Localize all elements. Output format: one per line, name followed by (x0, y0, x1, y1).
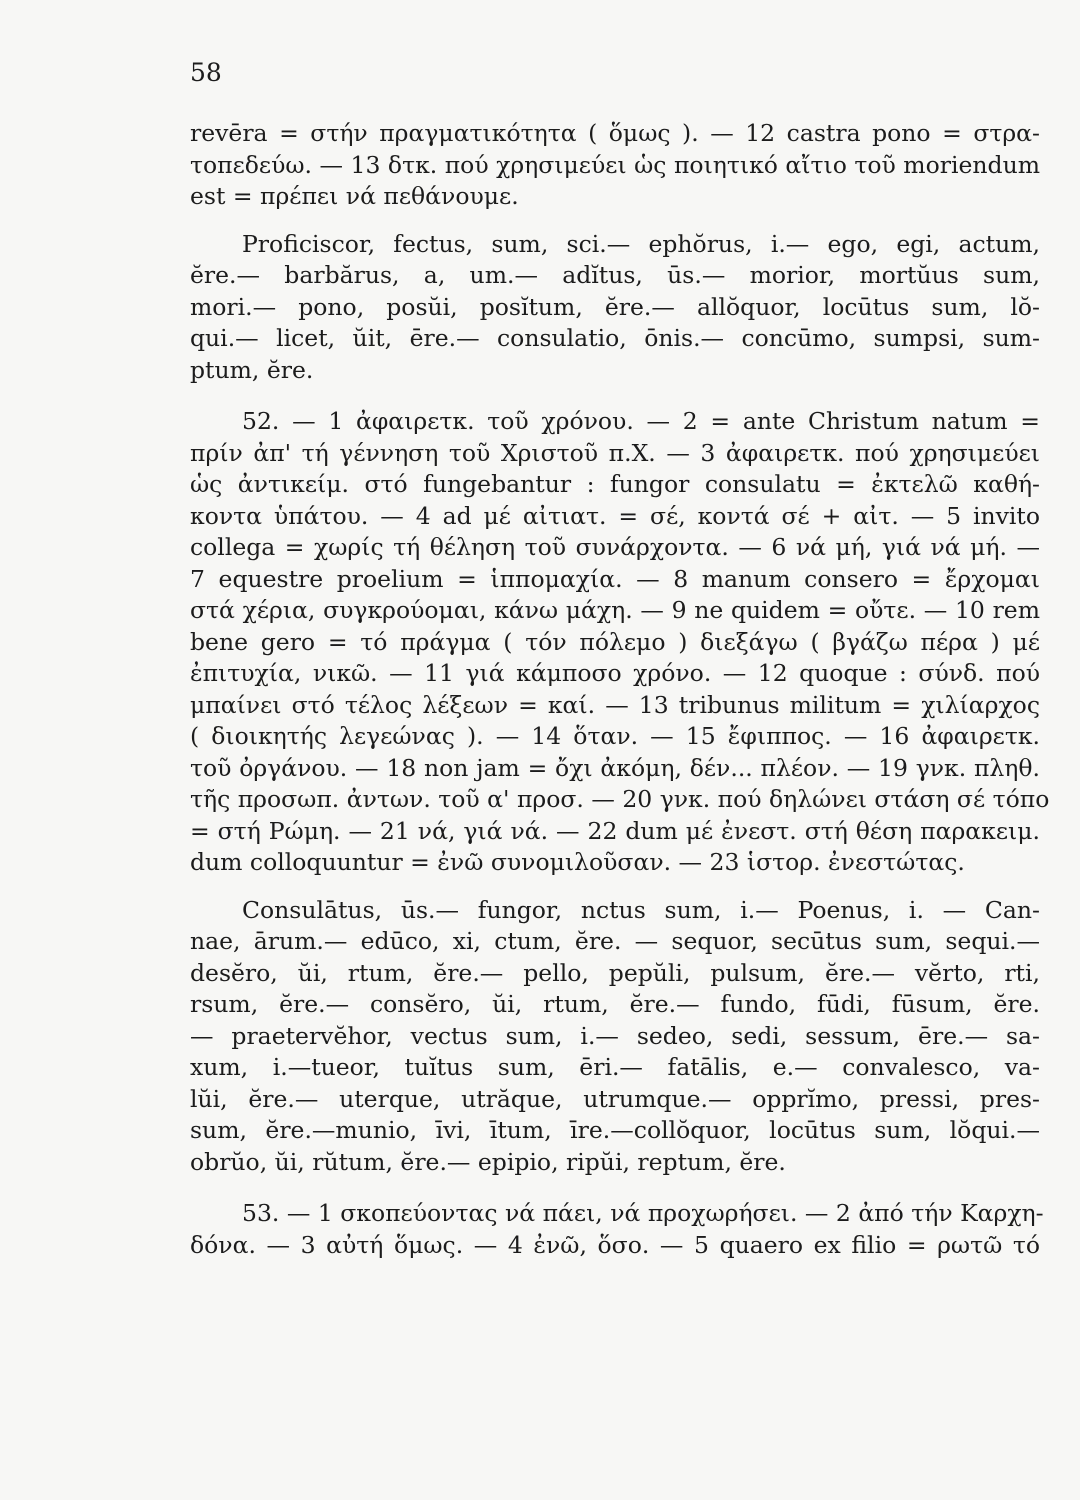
text-line: collega = χωρίς τή θέληση τοῦ συνάρχοντα. — 6 νά μή, γιά νά μή. — (190, 533, 1040, 561)
text-line: qui.— licet, ŭit, ēre.— consulatio, ōnis.— concūmo, sumpsi, sum- (190, 324, 1040, 352)
text-line: dum colloquuntur = ἐνῶ συνομιλοῦσαν. — 23 ἱστορ. ἐνεστώτας. (190, 848, 965, 876)
text-line: Consulātus, ūs.— fungor, nctus sum, i.— Poenus, i. — Can- (242, 895, 1040, 924)
paragraph-gap (190, 879, 1040, 895)
text-line: ( διοικητής λεγεώνας ). — 14 ὅταν. — 15 ἔφιππος. — 16 ἀφαιρετκ. (190, 722, 1040, 750)
text-line: lŭi, ĕre.— uterque, utrăque, utrumque.— opprĭmo, pressi, pres- (190, 1084, 1040, 1113)
text-line: nae, ārum.— edūco, xi, ctum, ĕre. — sequor, secūtus sum, sequi.— (190, 927, 1040, 955)
text-line: Proficiscor, fectus, sum, sci.— ephŏrus, i.— ego, egi, actum, (242, 229, 1040, 258)
text-line: ἐπιτυχία, νικῶ. — 11 γιά κάμποσο χρόνο. — 12 quoque : σύνδ. πού (190, 659, 1040, 687)
page-number: 58 (190, 58, 222, 87)
text-line: rsum, ĕre.— consĕro, ŭi, rtum, ĕre.— fundo, fūdi, fūsum, ĕre. (190, 990, 1040, 1018)
paragraph-gap (190, 1178, 1040, 1198)
text-line: est = πρέπει νά πεθάνουμε. (190, 182, 519, 210)
body-text (190, 118, 1050, 1261)
text-line: ptum, ĕre. (190, 355, 314, 384)
text-line: mori.— pono, posŭi, posĭtum, ĕre.— allŏquor, locūtus sum, lŏ- (190, 292, 1040, 321)
text-line: desĕro, ŭi, rtum, ĕre.— pello, pepŭli, pulsum, ĕre.— vĕrto, rti, (190, 958, 1040, 987)
text-line: 7 equestre proelium = ἱππομαχία. — 8 manum consero = ἔρχομαι (190, 564, 1040, 593)
text-line: στά χέρια, συγκρούομαι, κάνω μάχη. — 9 ne quidem = οὔτε. — 10 rem (190, 596, 1040, 624)
text-line: sum, ĕre.—munio, īvi, ītum, īre.—collŏquor, locūtus sum, lŏqui.— (190, 1116, 1040, 1144)
text-line: 52. — 1 ἀφαιρετκ. τοῦ χρόνου. — 2 = ante Christum natum = (242, 407, 1040, 435)
text-line: ĕre.— barbărus, a, um.— adĭtus, ūs.— morior, mortŭus sum, (190, 261, 1040, 289)
text-line: μπαίνει στό τέλος λέξεων = καί. — 13 tribunus militum = χιλίαρχος (190, 690, 1040, 719)
paragraph-gap (190, 386, 1040, 406)
text-line: τῆς προσωπ. ἀντων. τοῦ α' προσ. — 20 γνκ. πού δηλώνει στάση σέ τόπο (190, 785, 1050, 813)
text-line: = στή Ρώμη. — 21 νά, γιά νά. — 22 dum μέ ἐνεστ. στή θέση παρακειμ. (190, 816, 1040, 845)
text-line: κοντα ὑπάτου. — 4 ad μέ αἰτιατ. = σέ, κοντά σέ + αἰτ. — 5 invito (190, 501, 1040, 530)
text-line: πρίν ἀπ' τή γέννηση τοῦ Χριστοῦ π.Χ. — 3 ἀφαιρετκ. πού χρησιμεύει (190, 438, 1040, 467)
text-line: 53. — 1 σκοπεύοντας νά πάει, νά προχωρήσει. — 2 ἀπό τήν Καρχη- (242, 1199, 1044, 1227)
text-line: τοπεδεύω. — 13 δτκ. πού χρησιμεύει ὡς ποιητικό αἴτιο τοῦ moriendum (190, 150, 1040, 179)
text-line: obrŭo, ŭi, rŭtum, ĕre.— epipio, ripŭi, reptum, ĕre. (190, 1147, 786, 1176)
text-line: — praetervĕhor, vectus sum, i.— sedeo, sedi, sessum, ēre.— sa- (190, 1021, 1040, 1050)
paragraph-gap (190, 213, 1040, 229)
text-line: δόνα. — 3 αὐτή ὅμως. — 4 ἐνῶ, ὅσο. — 5 quaero ex filio = ρωτῶ τό (190, 1230, 1040, 1259)
text-line: τοῦ ὀργάνου. — 18 non jam = ὄχι ἀκόμη, δέν... πλέον. — 19 γνκ. πληθ. (190, 753, 1040, 782)
text-line: xum, i.—tueor, tuĭtus sum, ēri.— fatālis, e.— convalesco, va- (190, 1053, 1040, 1081)
text-line: bene gero = τό πράγμα ( τόν πόλεμο ) διεξάγω ( βγάζω πέρα ) μέ (190, 627, 1040, 656)
text-line: ὡς ἀντικείμ. στό fungebantur : fungor consulatu = ἐκτελῶ καθή- (190, 470, 1040, 498)
text-line: revēra = στήν πραγματικότητα ( ὅμως ). — 12 castra pono = στρα- (190, 119, 1040, 147)
